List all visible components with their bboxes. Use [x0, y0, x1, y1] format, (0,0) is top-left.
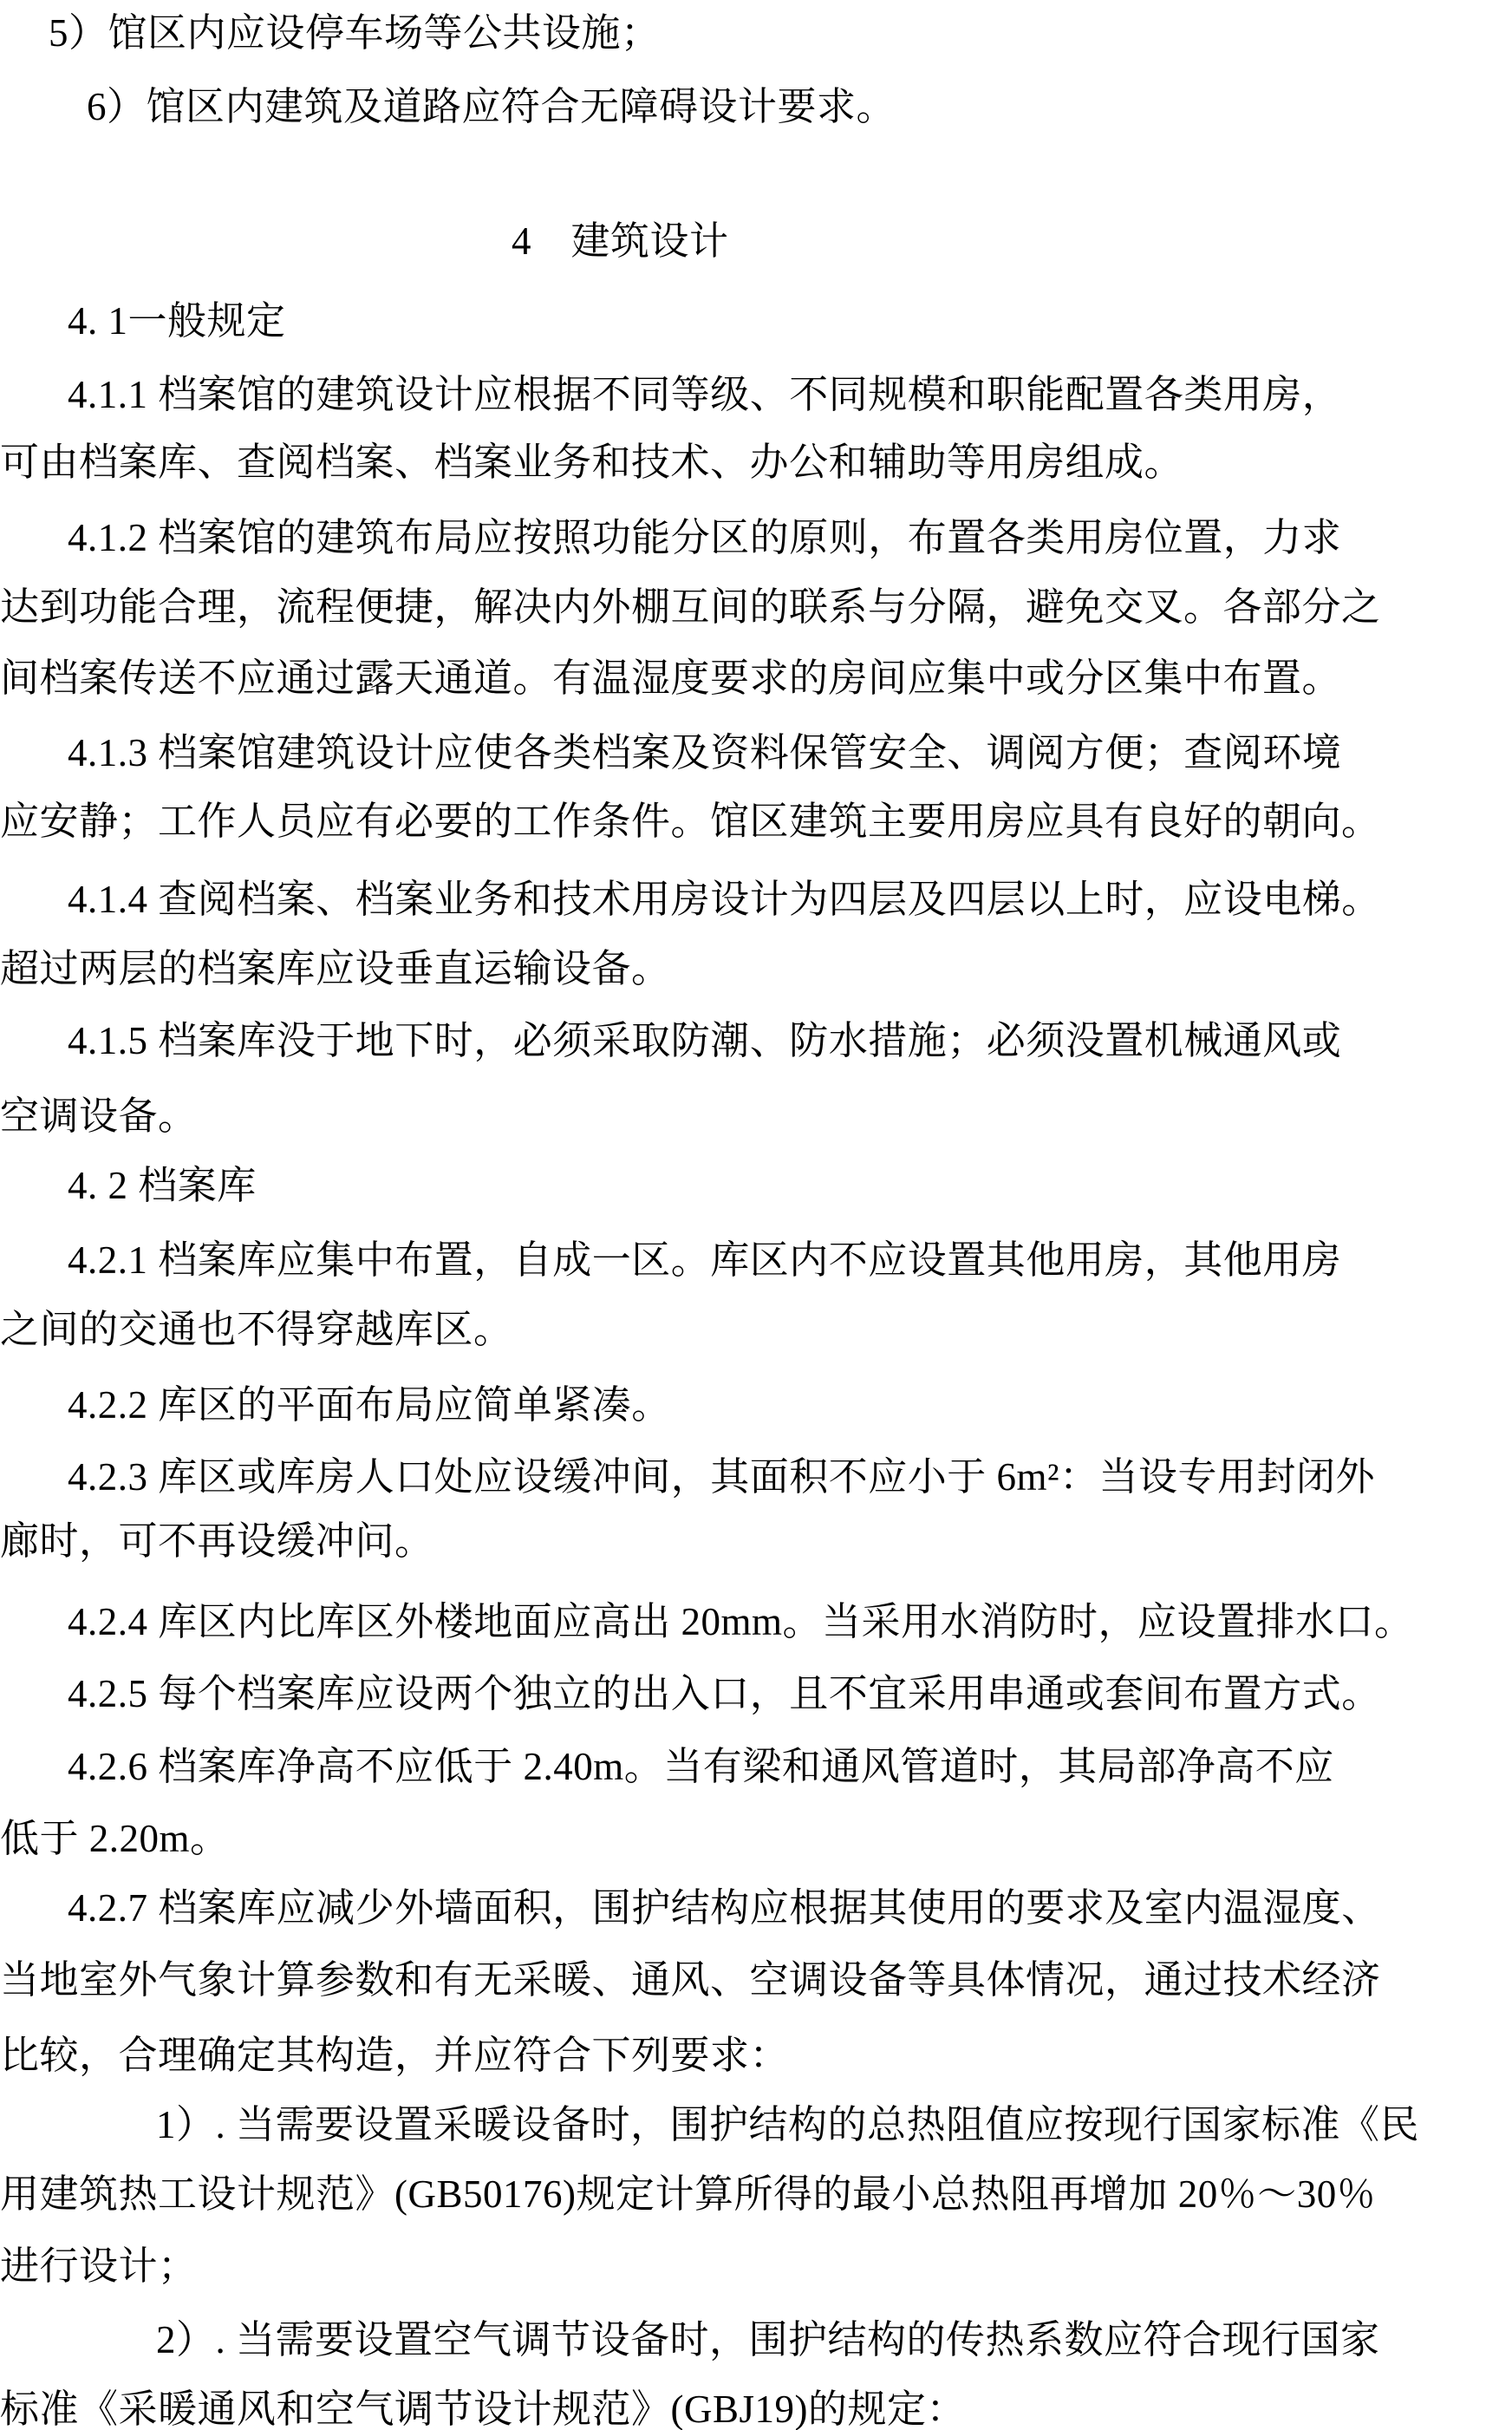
text-line: 空调设备。	[0, 1094, 198, 1138]
text-line: 廊时，可不再设缓冲问。	[0, 1519, 434, 1563]
clause-4-1-5: 4.1.5 档案库没于地下时，必须采取防潮、防水措施；必须没置机械通风或	[68, 1019, 1342, 1062]
text-line: 用建筑热工设计规范》(GB50176)规定计算所得的最小总热阻再增加 20％～30％	[0, 2172, 1377, 2216]
sub-item-2: 2）. 当需要设置空气调节设备时，围护结构的传热系数应符合现行国家	[156, 2318, 1380, 2361]
list-item-6: 6）馆区内建筑及道路应符合无障碍设计要求。	[87, 85, 896, 128]
sub-item-1: 1）. 当需要设置采暖设备时，围护结构的总热阻值应按现行国家标准《民	[156, 2103, 1420, 2146]
text-line: 超过两层的档案库应设垂直运输设备。	[0, 947, 671, 990]
clause-4-2-7: 4.2.7 档案库应减少外墙面积，围护结构应根据其使用的要求及室内温湿度、	[68, 1886, 1381, 1930]
text-line: 当地室外气象计算参数和有无采暖、通风、空调设备等具体情况，通过技术经济	[0, 1958, 1381, 2002]
subsection-heading-4-2: 4. 2 档案库	[68, 1164, 257, 1207]
text-line: 达到功能合理，流程便捷，解决内外棚互间的联系与分隔，避免交叉。各部分之	[0, 585, 1381, 629]
text-line: 应安静；工作人员应有必要的工作条件。馆区建筑主要用房应具有良好的朝向。	[0, 800, 1381, 843]
clause-4-1-1: 4.1.1 档案馆的建筑设计应根据不同等级、不同规模和职能配置各类用房，	[68, 373, 1342, 416]
text-line: 低于 2.20m。	[0, 1817, 230, 1860]
clause-4-2-4: 4.2.4 库区内比库区外楼地面应高出 20mm。当采用水消防时，应设置排水口。	[68, 1600, 1414, 1643]
clause-4-1-2: 4.1.2 档案馆的建筑布局应按照功能分区的原则，布置各类用房位置，力求	[68, 516, 1342, 559]
text-line: 间档案传送不应通过露天通道。有温湿度要求的房间应集中或分区集中布置。	[0, 656, 1342, 700]
clause-4-2-3: 4.2.3 库区或库房人口处应设缓冲间，其面积不应小于 6m²：当设专用封闭外	[68, 1455, 1375, 1499]
section-heading: 4 建筑设计	[512, 219, 729, 263]
list-item-5: 5）馆区内应设停车场等公共设施；	[49, 11, 661, 55]
text-line: 可由档案库、查阅档案、档案业务和技术、办公和辅助等用房组成。	[0, 441, 1184, 484]
clause-4-1-3: 4.1.3 档案馆建筑设计应使各类档案及资料保管安全、调阅方便；查阅环境	[68, 731, 1342, 774]
clause-4-2-1: 4.2.1 档案库应集中布置，自成一区。库区内不应设置其他用房，其他用房	[68, 1238, 1342, 1282]
clause-4-2-2: 4.2.2 库区的平面布局应简单紧凑。	[68, 1383, 671, 1427]
text-line: 进行设计；	[0, 2244, 198, 2288]
clause-4-1-4: 4.1.4 查阅档案、档案业务和技术用房设计为四层及四层以上时，应设电梯。	[68, 878, 1381, 921]
clause-4-2-6: 4.2.6 档案库净高不应低于 2.40m。当有梁和通风管道时，其局部净高不应	[68, 1745, 1334, 1788]
subsection-heading-4-1: 4. 1一般规定	[68, 299, 286, 343]
text-line: 比较，合理确定其构造，并应符合下列要求：	[0, 2034, 790, 2077]
text-line: 标准《采暖通风和空气调节设计规范》(GBJ19)的规定：	[0, 2388, 966, 2430]
text-line: 之间的交通也不得穿越库区。	[0, 1308, 513, 1351]
clause-4-2-5: 4.2.5 每个档案库应设两个独立的出入口，且不宜采用串通或套间布置方式。	[68, 1672, 1381, 1715]
